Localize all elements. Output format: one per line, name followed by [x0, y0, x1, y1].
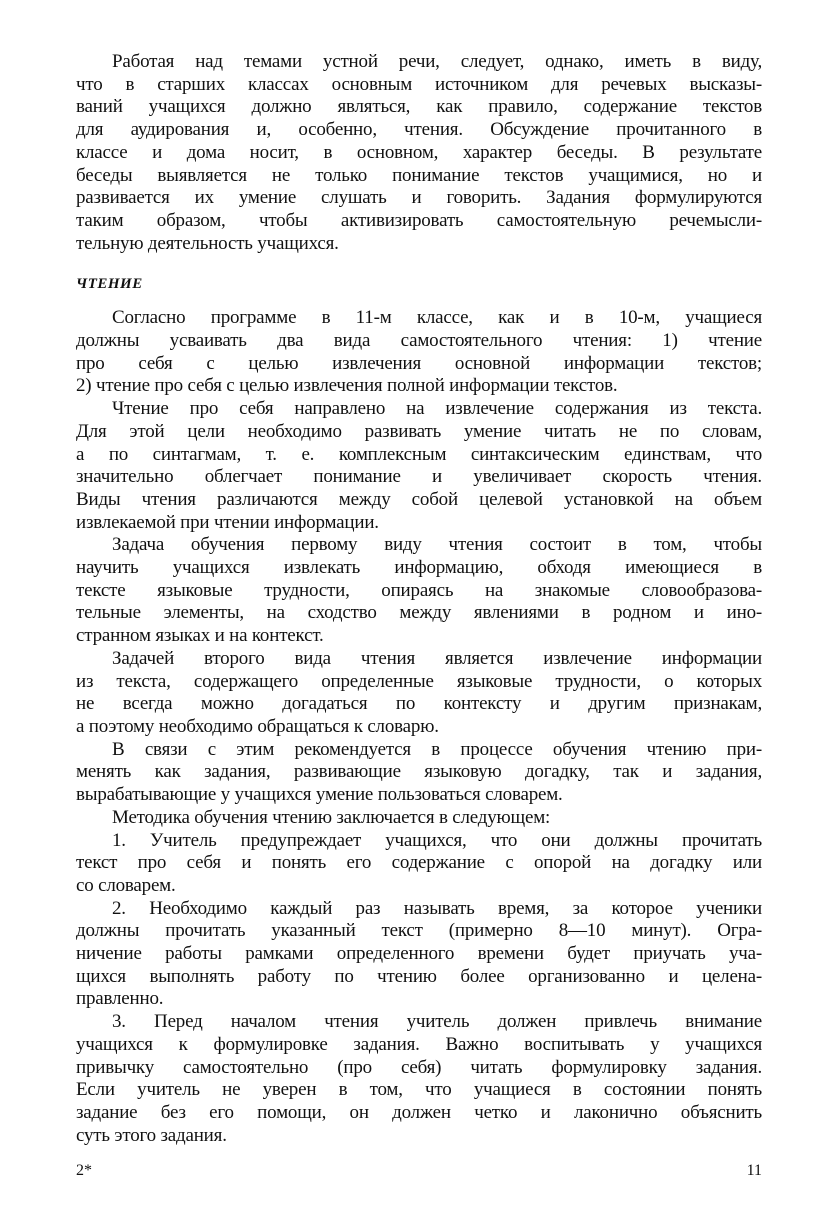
text-line: менять как задания, развивающие языковую догадку, так и задания,: [76, 761, 762, 783]
text-line: 2) чтение про себя с целью извлечения полной информации текстов.: [76, 375, 618, 397]
text-line: 2. Необходимо каждый раз называть время, за которое ученики: [112, 897, 762, 919]
text-line: развивается их умение слушать и говорить. Задания формулируются: [76, 187, 762, 209]
paragraph: [76, 807, 762, 830]
text-line: Методика обучения чтению заключается в следующем:: [112, 806, 551, 828]
text-line: а по синтагмам, т. е. комплексным синтаксическим единствам, что: [76, 443, 762, 465]
text-line: про себя с целью извлечения основной информации текстов;: [76, 352, 762, 374]
text-line: тексте языковые трудности, опираясь на знакомые словообразова-: [76, 579, 762, 601]
text-line: Для этой цели необходимо развивать умение читать не по словам,: [76, 420, 762, 442]
text-line: классе и дома носит, в основном, характер беседы. В результате: [76, 141, 762, 163]
intro-section: [76, 51, 762, 255]
text-line: таким образом, чтобы активизировать самостоятельную речемысли-: [76, 209, 762, 231]
text-line: 1. Учитель предупреждает учащихся, что они должны прочитать: [112, 829, 762, 851]
signature-mark: 2*: [76, 1162, 92, 1180]
text-line: для аудирования и, особенно, чтения. Обсуждение прочитанного в: [76, 119, 762, 141]
paragraph: [76, 398, 762, 534]
paragraph: [76, 534, 762, 648]
text-line: научить учащихся извлекать информацию, обходя имеющиеся в: [76, 557, 762, 579]
text-line: ничение работы рамками определенного времени будет приучать уча-: [76, 943, 762, 965]
text-line: извлекаемой при чтении информации.: [76, 511, 379, 533]
text-line: значительно облегчает понимание и увеличивает скорость чтения.: [76, 466, 762, 488]
text-line: должны прочитать указанный текст (примерно 8—10 минут). Огра-: [76, 920, 762, 942]
text-line: из текста, содержащего определенные языковые трудности, о которых: [76, 670, 762, 692]
text-line: странном языках и на контекст.: [76, 625, 324, 647]
paragraph: [76, 51, 762, 255]
text-line: учащихся к формулировке задания. Важно воспитывать у учащихся: [76, 1033, 762, 1055]
text-line: тельные элементы, на сходство между явлениями в родном и ино-: [76, 602, 762, 624]
text-line: вырабатывающие у учащихся умение пользоваться словарем.: [76, 784, 563, 806]
paragraph: [76, 1011, 762, 1147]
page-number: 11: [746, 1162, 762, 1180]
page-footer: [76, 1161, 762, 1181]
text-line: должны усваивать два вида самостоятельного чтения: 1) чтение: [76, 330, 762, 352]
text-line: В связи с этим рекомендуется в процессе обучения чтению при-: [112, 738, 762, 760]
text-line: привычку самостоятельно (про себя) читать формулировку задания.: [76, 1056, 762, 1078]
paragraph: [76, 739, 762, 807]
text-line: Если учитель не уверен в том, что учащиеся в состоянии понять: [76, 1079, 762, 1101]
reading-section-body: [76, 307, 762, 1147]
text-line: текст про себя и понять его содержание с опорой на догадку или: [76, 852, 762, 874]
text-line: тельную деятельность учащихся.: [76, 232, 339, 254]
text-line: щихся выполнять работу по чтению более организованно и целена-: [76, 965, 762, 987]
paragraph: [76, 898, 762, 1012]
text-line: задание без его помощи, он должен четко и лаконично объяснить: [76, 1101, 762, 1123]
text-line: 3. Перед началом чтения учитель должен привлечь внимание: [112, 1011, 762, 1033]
text-line: не всегда можно догадаться по контексту и другим признакам,: [76, 693, 762, 715]
paragraph: [76, 648, 762, 739]
paragraph: [76, 307, 762, 398]
text-line: правленно.: [76, 988, 164, 1010]
text-line: Работая над темами устной речи, следует, однако, иметь в виду,: [112, 51, 762, 72]
text-line: Согласно программе в 11-м классе, как и в 10-м, учащиеся: [112, 307, 762, 329]
text-line: со словарем.: [76, 874, 176, 896]
text-line: Виды чтения различаются между собой целевой установкой на объем: [76, 488, 762, 510]
paragraph: [76, 830, 762, 898]
text-line: а поэтому необходимо обращаться к словарю.: [76, 715, 439, 737]
text-line: Задачей второго вида чтения является извлечение информации: [112, 647, 762, 669]
text-line: ваний учащихся должно являться, как правило, содержание текстов: [76, 96, 762, 118]
text-line: Чтение про себя направлено на извлечение содержания из текста.: [112, 398, 762, 420]
text-line: беседы выявляется не только понимание текстов учащимися, но и: [76, 164, 762, 186]
text-line: что в старших классах основным источником для речевых высказы-: [76, 73, 762, 95]
section-heading: ЧТЕНИЕ: [76, 276, 143, 293]
text-line: суть этого задания.: [76, 1124, 227, 1146]
text-line: Задача обучения первому виду чтения состоит в том, чтобы: [112, 534, 762, 556]
